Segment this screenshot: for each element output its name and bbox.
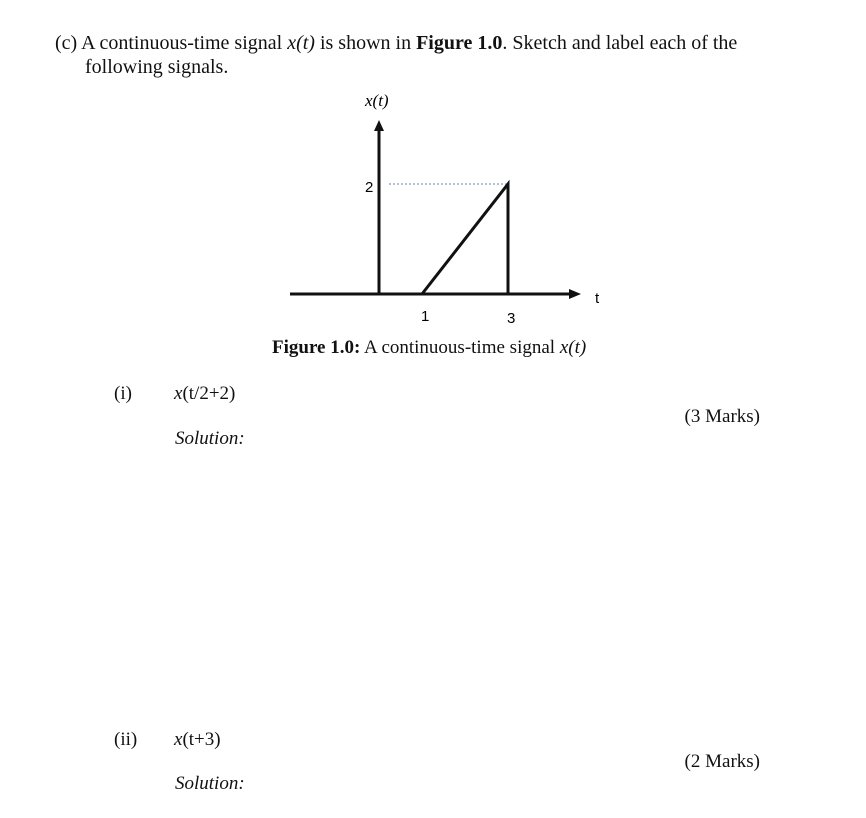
part-2-expression-args: (t+3): [182, 729, 221, 750]
x-tick-label-3: 3: [507, 310, 516, 327]
part-1-marks: (3 Marks): [684, 406, 760, 427]
question-text: [55, 31, 815, 79]
figure-caption: [272, 337, 586, 359]
y-axis-label: x(t): [365, 91, 389, 110]
part-1-solution-label: Solution:: [175, 428, 245, 449]
question-line-2: following signals.: [85, 56, 229, 78]
part-2-expression: [174, 729, 221, 751]
part-1-number: (i): [114, 383, 132, 404]
part-1-expression-args: (t/2+2): [182, 383, 236, 404]
signal-line: [422, 184, 508, 294]
figure-caption-bold: Figure 1.0:: [272, 337, 361, 358]
y-tick-label-2: 2: [365, 179, 374, 196]
part-2-solution-label: Solution:: [175, 773, 245, 794]
x-tick-label-1: 1: [421, 308, 430, 325]
question-text-part-1: A continuous-time signal: [81, 32, 283, 54]
figure-reference: Figure 1.0: [416, 32, 503, 54]
signal-symbol: x(t): [287, 32, 315, 54]
part-2-number: (ii): [114, 729, 138, 750]
question-text-part-3: . Sketch and label each of the: [502, 32, 738, 54]
y-axis-arrow: [374, 120, 384, 131]
figure-caption-text: A continuous-time signal: [364, 337, 556, 358]
signal-figure: [270, 88, 610, 333]
part-2-marks: (2 Marks): [684, 751, 760, 772]
question-line-1: [55, 31, 815, 55]
part-1-expression: [174, 383, 235, 405]
question-label: (c): [55, 32, 78, 54]
x-axis-label: t: [595, 290, 600, 307]
figure-caption-symbol: x(t): [559, 337, 587, 358]
question-text-part-2: is shown in: [319, 32, 412, 54]
part-1-expression-prefix: x: [174, 383, 183, 404]
part-2-expression-prefix: x: [174, 729, 183, 750]
x-axis-arrow: [569, 289, 581, 299]
